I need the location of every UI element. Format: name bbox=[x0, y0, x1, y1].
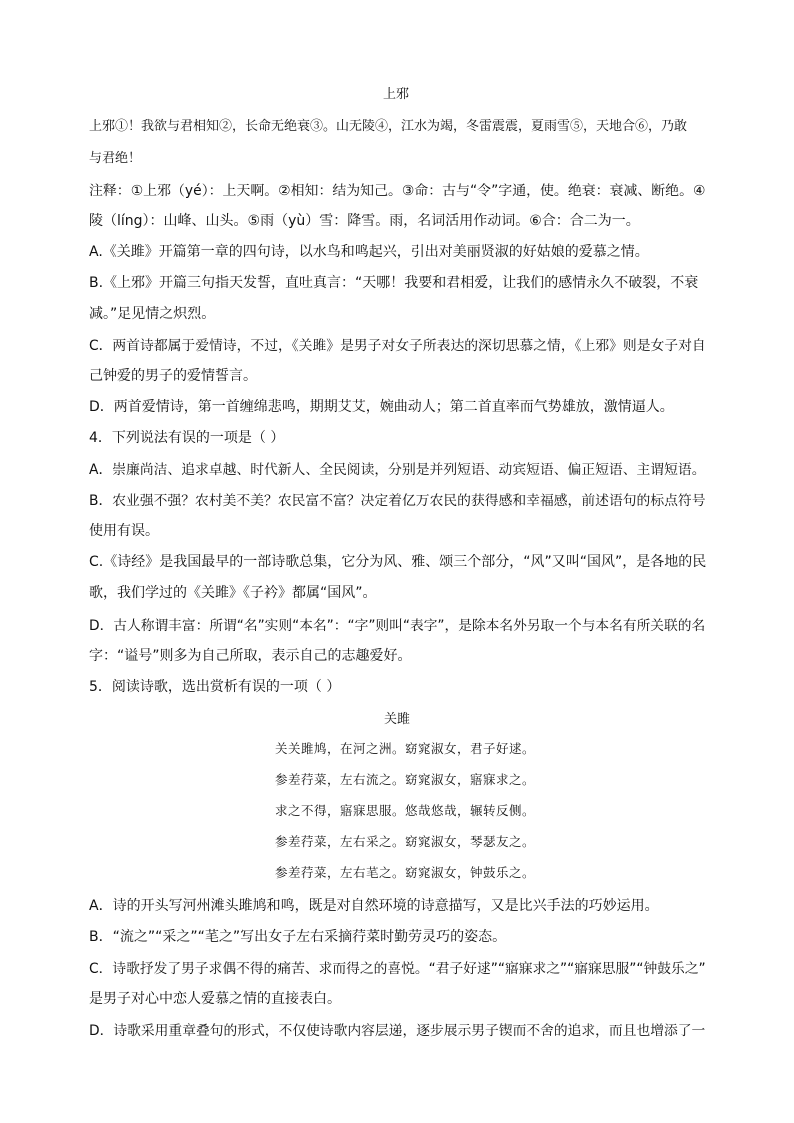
q3-option-b-line-2: 减。”足见情之炽烈。 bbox=[89, 306, 216, 322]
q4-option-b-line-2: 使用有误。 bbox=[89, 523, 159, 539]
q4-stem: 4．下列说法有误的一项是（ ） bbox=[89, 430, 285, 446]
poem-title-shangye: 上邪 bbox=[383, 87, 410, 102]
notes-line-1: 注释：①上邪（yé）：上天啊。②相知：结为知己。③命：古与“令”字通，使。绝衰：衰减、断绝。④ bbox=[89, 183, 706, 199]
q4-option-a: A．崇廉尚洁、追求卓越、时代新人、全民阅读，分别是并列短语、动宾短语、偏正短语、主谓短语。 bbox=[89, 462, 706, 478]
q5-option-c-line-2: 是男子对心中恋人爱慕之情的直接表白。 bbox=[89, 991, 341, 1007]
poem-text-line-1: 上邪①！我欲与君相知②，长命无绝衰③。山无陵④，江水为竭，冬雷震震，夏雨雪⑤，天地合⑥，乃敢 bbox=[89, 119, 688, 134]
q5-option-d-line-1: D．诗歌采用重章叠句的形式，不仅使诗歌内容层递，逐步展示男子锲而不舍的追求，而且也增添了一 bbox=[89, 1023, 706, 1039]
q5-option-c-line-1: C．诗歌抒发了男子求偶不得的痛苦、求而得之的喜悦。“君子好逑”“寤寐求之”“寤寐思服”“钟鼓乐之” bbox=[89, 961, 706, 977]
q5-option-a: A．诗的开头写河州滩头雎鸠和鸣，既是对自然环境的诗意描写，又是比兴手法的巧妙运用。 bbox=[89, 898, 659, 914]
poem-text-line-2: 与君绝！ bbox=[89, 151, 142, 166]
q3-option-d: D．两首爱情诗，第一首缠绵悲鸣，期期艾艾，婉曲动人；第二首直率而气势雄放，激情逼人。 bbox=[89, 399, 674, 415]
poem-title-guanju: 关雎 bbox=[384, 712, 411, 727]
q3-option-a: A.《关雎》开篇第一章的四句诗，以水鸟和鸣起兴，引出对美丽贤淑的好姑娘的爱慕之情。 bbox=[89, 244, 649, 260]
q3-option-c-line-1: C．两首诗都属于爱情诗，不过，《关雎》是男子对女子所表达的深切思慕之情，《上邪》则是女子对自 bbox=[89, 338, 706, 354]
guanju-line-5: 参差荇菜，左右芼之。窈窕淑女，钟鼓乐之。 bbox=[275, 865, 536, 880]
q4-option-d-line-2: 字：“谥号”则多为自己所取，表示自己的志趣爱好。 bbox=[89, 648, 412, 664]
q3-option-c-line-2: 己钟爱的男子的爱情誓言。 bbox=[89, 368, 257, 384]
q4-option-d-line-1: D．古人称谓丰富：所谓“名”实则“本名”：“字”则叫“表字”，是除本名外另取一个与本名有所关联的名 bbox=[89, 618, 706, 634]
guanju-line-4: 参差荇菜，左右采之。窈窕淑女，琴瑟友之。 bbox=[275, 834, 536, 849]
guanju-line-1: 关关雎鸠，在河之洲。窈窕淑女，君子好逑。 bbox=[275, 741, 536, 756]
q4-option-c-line-2: 歌，我们学过的《关雎》《子衿》都属“国风”。 bbox=[89, 585, 377, 601]
q3-option-b-line-1: B.《上邪》开篇三句指天发誓，直吐真言：“天哪！我要和君相爱，让我们的感情永久不破裂，不衰 bbox=[89, 275, 699, 291]
q4-option-b-line-1: B．农业强不强？农村美不美？农民富不富？决定着亿万农民的获得感和幸福感，前述语句的标点符号 bbox=[89, 493, 706, 509]
guanju-line-3: 求之不得，寤寐思服。悠哉悠哉，辗转反侧。 bbox=[275, 803, 536, 818]
notes-line-2: 陵（líng）：山峰、山头。⑤雨（yù）雪：降雪。雨，名词活用作动词。⑥合：合二为一。 bbox=[89, 213, 640, 229]
guanju-line-2: 参差荇菜，左右流之。窈窕淑女，寤寐求之。 bbox=[275, 772, 536, 787]
q4-option-c-line-1: C.《诗经》是我国最早的一部诗歌总集，它分为风、雅、颂三个部分，“风”又叫“国风”，是各地的民 bbox=[89, 554, 707, 570]
q5-stem: 5．阅读诗歌，选出赏析有误的一项（ ） bbox=[89, 679, 341, 695]
q5-option-b: B．“流之”“采之”“芼之”写出女子左右采摘荇菜时勤劳灵巧的姿态。 bbox=[89, 929, 507, 945]
